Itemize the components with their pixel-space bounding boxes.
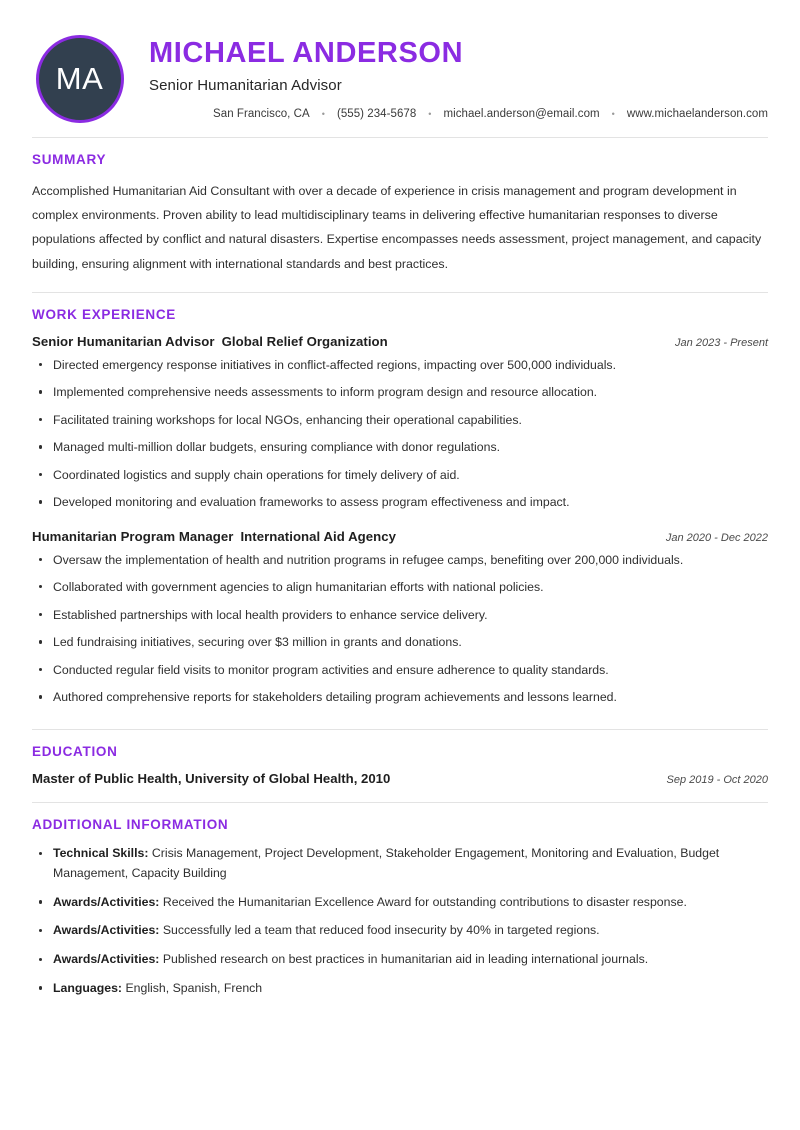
job-title-company [32, 529, 396, 544]
job-header [32, 529, 768, 544]
work-experience-body [32, 334, 768, 730]
info-label: Awards/Activities: [53, 894, 160, 909]
contact-separator-icon: • [321, 108, 325, 119]
education-entry [32, 771, 768, 786]
info-value: Published research on best practices in humanitarian aid in leading international journals. [162, 952, 649, 966]
contact-line [149, 108, 768, 120]
info-value: English, Spanish, French [125, 980, 263, 995]
avatar-container [32, 30, 127, 123]
job-entry [32, 529, 768, 708]
list-item: Managed multi-million dollar budgets, ensuring compliance with donor regulations. [32, 438, 768, 457]
list-item: Coordinated logistics and supply chain operations for timely delivery of aid. [32, 466, 768, 485]
section-summary [32, 138, 768, 292]
contact-email[interactable]: michael.anderson@email.com [443, 108, 600, 121]
list-item [32, 844, 768, 883]
job-dates: Jan 2020 - Dec 2022 [665, 531, 768, 544]
job-dates: Jan 2023 - Present [675, 336, 768, 349]
section-title-additional-information: ADDITIONAL INFORMATION [32, 817, 229, 833]
additional-information-list [32, 844, 768, 998]
list-item: Implemented comprehensive needs assessments to inform program design and resource allocation. [32, 383, 768, 402]
job-entry [32, 334, 768, 513]
section-additional-information [32, 803, 768, 1014]
summary-text: Accomplished Humanitarian Aid Consultant with over a decade of experience in crisis management and program development in complex environments. Proven ability to lead multidisciplinary teams in delivering effective humanitarian responses to diverse populations affected by conflict and natural disasters. Expertise encompasses needs assessment, project management, and capacity building, ensuring alignment with international standards and best practices. [32, 184, 762, 271]
contact-location: San Francisco, CA [213, 108, 310, 121]
job-company: Global Relief Organization [221, 333, 388, 349]
section-education [32, 730, 768, 802]
contact-separator-icon: • [428, 108, 432, 119]
job-position: Senior Humanitarian Advisor [32, 333, 215, 349]
list-item: Collaborated with government agencies to align humanitarian efforts with national policies. [32, 578, 768, 597]
list-item: Oversaw the implementation of health and nutrition programs in refugee camps, benefiting over 200,000 individuals. [32, 551, 768, 570]
contact-phone[interactable]: (555) 234-5678 [336, 108, 417, 121]
job-bullet-list [32, 356, 768, 513]
info-label: Languages: [53, 980, 123, 995]
page-title: MICHAEL ANDERSON [149, 37, 464, 69]
contact-separator-icon: • [611, 108, 615, 119]
additional-information-body [32, 844, 768, 1014]
section-title-work-experience: WORK EXPERIENCE [32, 306, 177, 322]
section-title-summary: SUMMARY [32, 152, 107, 167]
education-body [32, 771, 768, 802]
section-title-education: EDUCATION [32, 744, 118, 760]
list-item: Facilitated training workshops for local NGOs, enhancing their operational capabilities. [32, 411, 768, 430]
education-dates: Sep 2019 - Oct 2020 [666, 774, 768, 787]
list-item: Conducted regular field visits to monitor program activities and ensure adherence to quality standards. [32, 661, 768, 680]
job-header [32, 334, 768, 349]
summary-body [32, 179, 768, 292]
info-label: Technical Skills: [53, 846, 149, 861]
section-work-experience [32, 293, 768, 730]
list-item [32, 979, 768, 999]
header-job-title: Senior Humanitarian Advisor [149, 77, 342, 95]
job-title-company [32, 334, 388, 349]
info-label: Awards/Activities: [53, 923, 160, 938]
list-item: Directed emergency response initiatives in conflict-affected regions, impacting over 500,000 individuals. [32, 356, 768, 375]
info-value: Received the Humanitarian Excellence Award for outstanding contributions to disaster response. [162, 894, 687, 909]
info-value: Crisis Management, Project Development, Stakeholder Engagement, Monitoring and Evaluation, Budget Management, Capacity Building [53, 846, 720, 880]
info-value: Successfully led a team that reduced food insecurity by 40% in targeted regions. [162, 923, 600, 938]
list-item [32, 893, 768, 913]
list-item [32, 921, 768, 941]
avatar: MA [36, 35, 124, 123]
contact-website[interactable]: www.michaelanderson.com [626, 108, 768, 121]
list-item: Developed monitoring and evaluation frameworks to assess program effectiveness and impact. [32, 493, 768, 512]
job-company: International Aid Agency [240, 528, 397, 544]
job-bullet-list [32, 551, 768, 708]
job-position: Humanitarian Program Manager [32, 528, 234, 544]
header-text-block [127, 30, 768, 120]
resume-header [32, 30, 768, 137]
list-item: Authored comprehensive reports for stakeholders detailing program achievements and lessons learned. [32, 688, 768, 707]
list-item: Established partnerships with local health providers to enhance service delivery. [32, 606, 768, 625]
list-item [32, 950, 768, 970]
education-degree: Master of Public Health, University of Global Health, 2010 [32, 771, 391, 787]
info-label: Awards/Activities: [53, 952, 160, 966]
list-item: Led fundraising initiatives, securing over $3 million in grants and donations. [32, 633, 768, 652]
